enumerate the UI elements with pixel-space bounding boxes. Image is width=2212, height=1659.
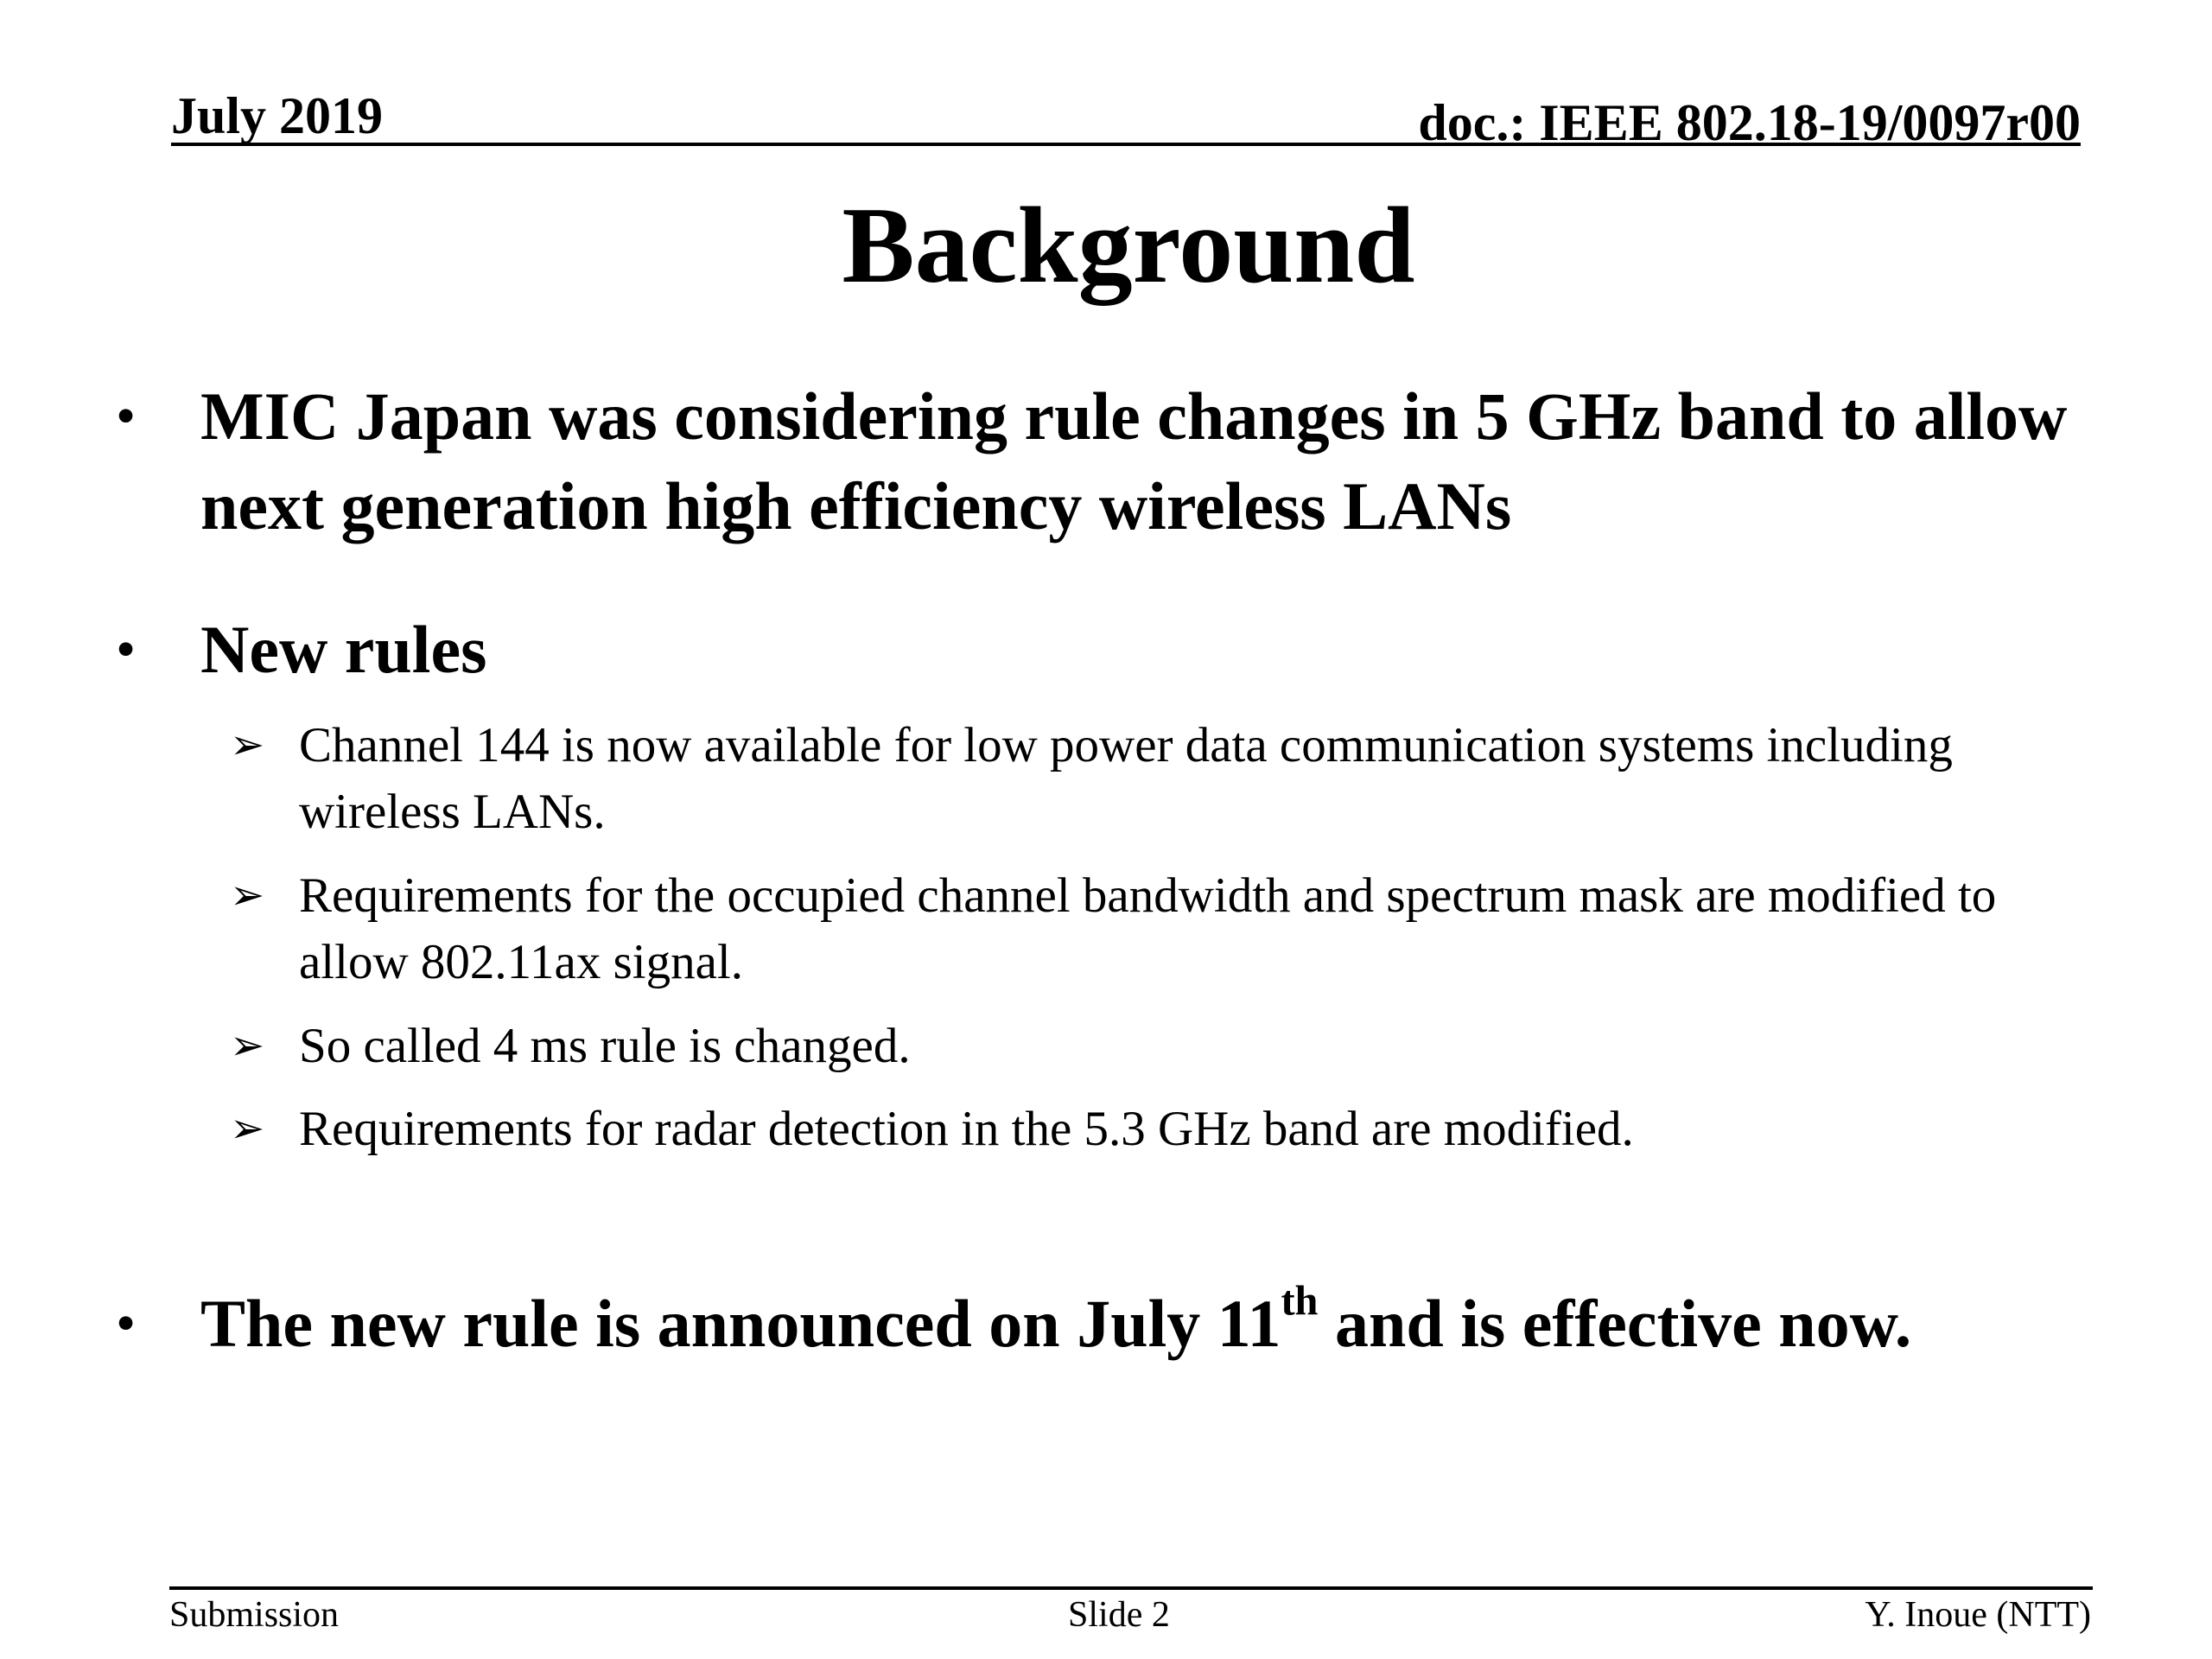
bullet-item <box>0 605 2212 695</box>
sub-bullet-text: Requirements for radar detection in the 5.3 GHz band are modified. <box>299 1102 1634 1156</box>
header-date: July 2019 <box>171 87 384 144</box>
bullet-text: MIC Japan was considering rule changes in 5 GHz band to allow next generation high efficiency wireless LANs <box>200 378 2068 543</box>
bullet-item <box>0 372 2212 562</box>
footer-divider <box>169 1586 2093 1590</box>
footer-submission: Submission <box>169 1595 340 1635</box>
arrow-bullet-icon: ➢ <box>230 721 265 769</box>
bullet-marker: • <box>116 385 137 448</box>
bullet-item <box>0 1279 2212 1369</box>
bullet-text-tail: and is effective now. <box>1318 1286 1912 1361</box>
bullet-marker: • <box>116 618 137 681</box>
sub-bullet-text: So called 4 ms rule is changed. <box>299 1019 911 1073</box>
bullet-text <box>200 1279 2136 1369</box>
sub-bullet-text: Channel 144 is now available for low power data communication systems including wireless LANs. <box>299 718 1953 839</box>
slide-title: Background <box>842 186 1415 306</box>
arrow-bullet-icon: ➢ <box>230 1104 265 1153</box>
footer-author: Y. Inoue (NTT) <box>1865 1595 2091 1635</box>
sub-bullet-item <box>0 1013 2212 1082</box>
bullet-marker: • <box>116 1292 137 1355</box>
header-divider <box>171 143 2081 146</box>
bullet-text-main: The new rule is announced on July 11 <box>200 1286 1281 1361</box>
sub-bullet-item <box>0 862 2212 1001</box>
ordinal-superscript: th <box>1281 1278 1319 1325</box>
sub-bullet-item <box>0 1096 2212 1165</box>
sub-bullet-text: Requirements for the occupied channel bandwidth and spectrum mask are modified to allow 802.11ax signal. <box>299 868 1997 989</box>
footer-slide-number: Slide 2 <box>1068 1595 1170 1635</box>
sub-bullet-item <box>0 712 2212 850</box>
bullet-text: New rules <box>200 612 487 687</box>
arrow-bullet-icon: ➢ <box>230 1021 265 1070</box>
header-doc-id: doc.: IEEE 802.18-19/0097r00 <box>1418 94 2081 151</box>
arrow-bullet-icon: ➢ <box>230 871 265 919</box>
